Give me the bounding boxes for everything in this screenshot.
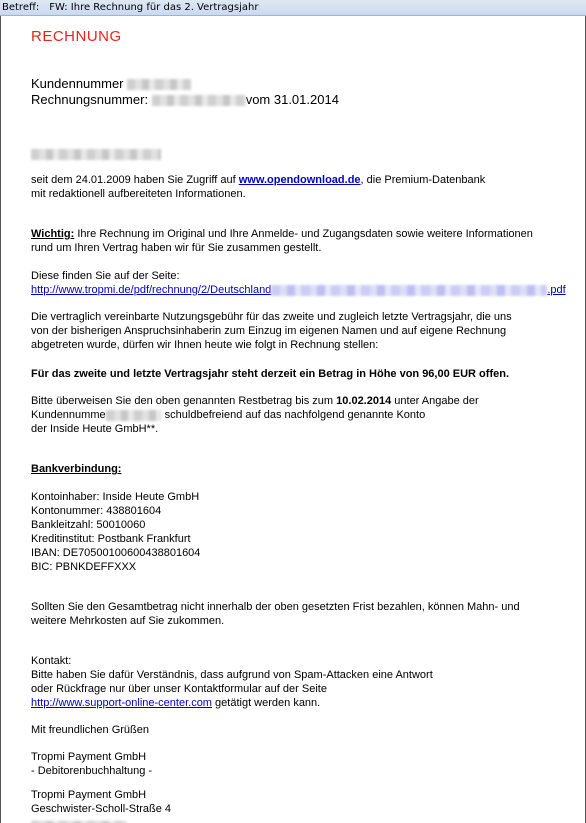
redacted-customer-number: [127, 79, 191, 90]
transfer-customer-label: Kundennumme: [31, 409, 106, 421]
sender-2-name: Tropmi Payment GmbH: [31, 789, 147, 801]
invoice-title: RECHNUNG: [31, 28, 122, 45]
transfer-line-3: der Inside Heute GmbH**.: [31, 423, 159, 435]
amount-line: Für das zweite und letzte Vertragsjahr steht derzeit ein Betrag in Höhe von 96,00 EUR offen.: [31, 368, 509, 380]
sender-1-name: Tropmi Payment GmbH: [31, 751, 147, 763]
important-label: Wichtig:: [31, 228, 75, 240]
redacted-pdf-path: [271, 285, 547, 296]
redacted-salutation: [31, 149, 161, 160]
contract-line-1: Die vertraglich vereinbarte Nutzungsgebühr für das zweite und zugleich letzte Vertragsjahr, die uns: [31, 311, 512, 323]
find-text: Diese finden Sie auf der Seite:: [31, 270, 180, 282]
pdf-link-line: [31, 284, 566, 296]
intro-line-1: [31, 174, 485, 186]
contact-line-3: [31, 697, 320, 709]
important-line-2: rund um Ihren Vertrag haben wir für Sie zusammen gestellt.: [31, 242, 322, 254]
bank-owner: Kontoinhaber: Inside Heute GmbH: [31, 491, 200, 503]
contract-line-3: abgetreten wurde, dürfen wir Ihnen heute wie folgt in Rechnung stellen:: [31, 339, 379, 351]
customer-number-line: [31, 76, 191, 91]
opendownload-link[interactable]: www.opendownload.de: [238, 174, 361, 186]
transfer-text: Bitte überweisen Sie den oben genannten Restbetrag bis zum: [31, 395, 337, 407]
warning-line-1: Sollten Sie den Gesamtbetrag nicht innerhalb der oben gesetzten Frist bezahlen, können Mahn- und: [31, 601, 520, 613]
cut-off-line: [31, 819, 127, 823]
invoice-number-label: Rechnungsnummer:: [31, 92, 149, 107]
pdf-link-start: http://www.tropmi.de/pdf/rechnung/2/Deutschland: [31, 284, 272, 296]
closing-greeting: Mit freundlichen Grüßen: [31, 724, 149, 736]
bank-heading: Bankverbindung:: [31, 463, 122, 475]
invoice-number-line: [31, 92, 339, 107]
subject-text: FW: Ihre Rechnung für das 2. Vertragsjahr: [49, 2, 259, 13]
transfer-line-2: [31, 409, 425, 421]
transfer-line-1: [31, 395, 479, 407]
support-link[interactable]: http://www.support-online-center.com: [31, 697, 212, 709]
important-text: Ihre Rechnung im Original und Ihre Anmelde- und Zugangsdaten sowie weitere Informationen: [74, 228, 533, 240]
redacted-customer-number-2: [106, 410, 162, 421]
warning-line-2: weitere Mehrkosten auf Sie zukommen.: [31, 615, 225, 627]
pdf-link-end: .pdf: [547, 284, 566, 296]
redacted-invoice-number: [152, 95, 246, 106]
subject-bar: [0, 0, 586, 16]
contract-line-2: von der bisherigen Anspruchsinhaberin zum Einzug im eigenen Namen und auf eigene Rechnung: [31, 325, 507, 337]
sender-2-street: Geschwister-Scholl-Straße 4: [31, 803, 171, 815]
message-body[interactable]: [0, 16, 586, 823]
greeting-line: [31, 148, 161, 160]
pdf-link[interactable]: [31, 284, 566, 296]
bank-bic: BIC: PBNKDEFFXXX: [31, 561, 137, 573]
sender-1-dept: - Debitorenbuchhaltung -: [31, 765, 153, 777]
customer-number-label: Kundennummer: [31, 76, 124, 91]
bank-account: Kontonummer: 438801604: [31, 505, 162, 517]
intro-text: seit dem 24.01.2009 haben Sie Zugriff auf: [31, 174, 239, 186]
bank-institute: Kreditinstitut: Postbank Frankfurt: [31, 533, 191, 545]
intro-suffix: , die Premium-Datenbank: [360, 174, 486, 186]
invoice-date: vom 31.01.2014: [245, 92, 339, 107]
contact-label: Kontakt:: [31, 655, 72, 667]
bank-iban: IBAN: DE70500100600438801604: [31, 547, 201, 559]
bank-blz: Bankleitzahl: 50010060: [31, 519, 146, 531]
contact-suffix: getätigt werden kann.: [211, 697, 321, 709]
intro-line-2: mit redaktionell aufbereiteten Informationen.: [31, 188, 246, 200]
transfer-date: 10.02.2014: [336, 395, 392, 407]
contact-line-1: Bitte haben Sie dafür Verständnis, dass aufgrund von Spam-Attacken eine Antwort: [31, 669, 433, 681]
transfer-suffix: unter Angabe der: [391, 395, 479, 407]
important-line-1: [31, 228, 533, 240]
subject-label: Betreff:: [2, 2, 40, 13]
contact-line-2: oder Rückfrage nur über unser Kontaktformular auf der Seite: [31, 683, 327, 695]
transfer-line2-text: schuldbefreiend auf das nachfolgend genannte Konto: [161, 409, 426, 421]
